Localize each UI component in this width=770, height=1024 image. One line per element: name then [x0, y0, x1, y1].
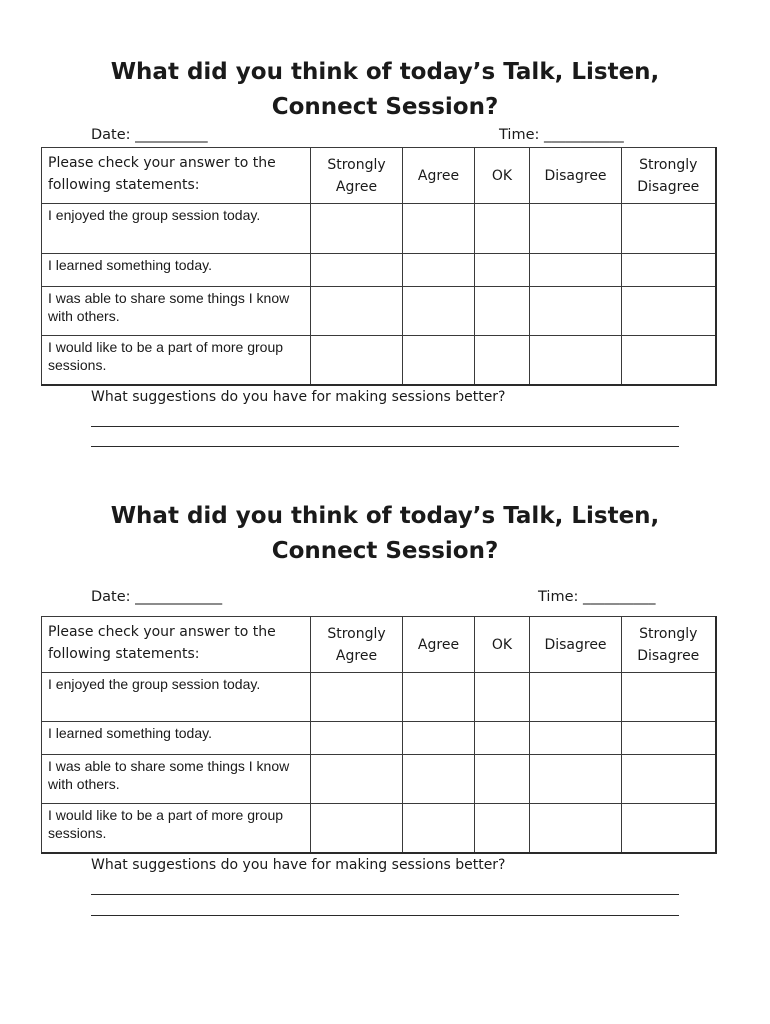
checkbox-cell[interactable]: [622, 204, 716, 254]
statement-learned: I learned something today.: [42, 254, 311, 287]
suggestion-line-2[interactable]: [91, 446, 679, 447]
checkbox-cell[interactable]: [475, 722, 530, 755]
checkbox-cell[interactable]: [622, 336, 716, 385]
form-title-line-1: What did you think of today’s Talk, Listen,: [110, 503, 660, 529]
statement-enjoyed: I enjoyed the group session today.: [42, 204, 311, 254]
checkbox-cell[interactable]: [403, 204, 475, 254]
checkbox-cell[interactable]: [530, 287, 622, 336]
column-disagree: Disagree: [530, 148, 622, 204]
checkbox-cell[interactable]: [311, 755, 403, 804]
checkbox-cell[interactable]: [530, 722, 622, 755]
checkbox-cell[interactable]: [311, 336, 403, 385]
form-title-line-2: Connect Session?: [271, 538, 499, 564]
checkbox-cell[interactable]: [311, 804, 403, 853]
column-agree: Agree: [403, 617, 475, 673]
checkbox-cell[interactable]: [403, 722, 475, 755]
suggestion-line-1[interactable]: [91, 426, 679, 427]
header-question: Please check your answer to the following statements:: [42, 148, 311, 204]
checkbox-cell[interactable]: [311, 204, 403, 254]
statement-shared: I was able to share some things I know with others.: [42, 755, 311, 804]
checkbox-cell[interactable]: [311, 722, 403, 755]
checkbox-cell[interactable]: [622, 673, 716, 722]
checkbox-cell[interactable]: [311, 287, 403, 336]
suggestion-line-2[interactable]: [91, 915, 679, 916]
table-row: [42, 204, 716, 254]
checkbox-cell[interactable]: [530, 804, 622, 853]
table-row: [42, 722, 716, 755]
column-agree: Agree: [403, 148, 475, 204]
checkbox-cell[interactable]: [403, 254, 475, 287]
checkbox-cell[interactable]: [403, 804, 475, 853]
table-row: [42, 287, 716, 336]
time-field[interactable]: Time: ___________: [499, 127, 624, 143]
column-strongly-agree: Strongly Agree: [311, 617, 403, 673]
time-field[interactable]: Time: __________: [538, 589, 656, 605]
checkbox-cell[interactable]: [530, 204, 622, 254]
checkbox-cell[interactable]: [530, 254, 622, 287]
checkbox-cell[interactable]: [403, 336, 475, 385]
form-title: [0, 55, 770, 125]
checkbox-cell[interactable]: [311, 673, 403, 722]
statement-more-sessions: I would like to be a part of more group sessions.: [42, 804, 311, 853]
column-disagree: Disagree: [530, 617, 622, 673]
statement-shared: I was able to share some things I know with others.: [42, 287, 311, 336]
checkbox-cell[interactable]: [622, 254, 716, 287]
checkbox-cell[interactable]: [311, 254, 403, 287]
table-row: [42, 755, 716, 804]
checkbox-cell[interactable]: [622, 287, 716, 336]
checkbox-cell[interactable]: [622, 804, 716, 853]
column-ok: OK: [475, 148, 530, 204]
form-title-line-2: Connect Session?: [271, 94, 499, 120]
date-field[interactable]: Date: ____________: [91, 589, 223, 605]
checkbox-cell[interactable]: [530, 673, 622, 722]
checkbox-cell[interactable]: [403, 287, 475, 336]
form-title-line-1: What did you think of today’s Talk, Listen,: [110, 59, 660, 85]
column-strongly-disagree: Strongly Disagree: [622, 148, 716, 204]
checkbox-cell[interactable]: [622, 755, 716, 804]
checkbox-cell[interactable]: [475, 254, 530, 287]
checkbox-cell[interactable]: [475, 204, 530, 254]
column-ok: OK: [475, 617, 530, 673]
suggestions-prompt: What suggestions do you have for making sessions better?: [91, 857, 506, 873]
checkbox-cell[interactable]: [403, 673, 475, 722]
rating-table: [41, 616, 717, 854]
rating-table: [41, 147, 717, 386]
header-question: Please check your answer to the following statements:: [42, 617, 311, 673]
statement-enjoyed: I enjoyed the group session today.: [42, 673, 311, 722]
table-row: [42, 804, 716, 853]
checkbox-cell[interactable]: [530, 336, 622, 385]
table-row: [42, 673, 716, 722]
column-strongly-disagree: Strongly Disagree: [622, 617, 716, 673]
checkbox-cell[interactable]: [475, 673, 530, 722]
checkbox-cell[interactable]: [475, 287, 530, 336]
table-row: [42, 254, 716, 287]
checkbox-cell[interactable]: [475, 336, 530, 385]
statement-more-sessions: I would like to be a part of more group sessions.: [42, 336, 311, 385]
checkbox-cell[interactable]: [403, 755, 475, 804]
date-field[interactable]: Date: __________: [91, 127, 208, 143]
statement-learned: I learned something today.: [42, 722, 311, 755]
checkbox-cell[interactable]: [475, 804, 530, 853]
column-strongly-agree: Strongly Agree: [311, 148, 403, 204]
checkbox-cell[interactable]: [622, 722, 716, 755]
suggestion-line-1[interactable]: [91, 894, 679, 895]
checkbox-cell[interactable]: [530, 755, 622, 804]
form-title: [0, 499, 770, 569]
table-row: [42, 336, 716, 385]
checkbox-cell[interactable]: [475, 755, 530, 804]
suggestions-prompt: What suggestions do you have for making sessions better?: [91, 389, 506, 405]
